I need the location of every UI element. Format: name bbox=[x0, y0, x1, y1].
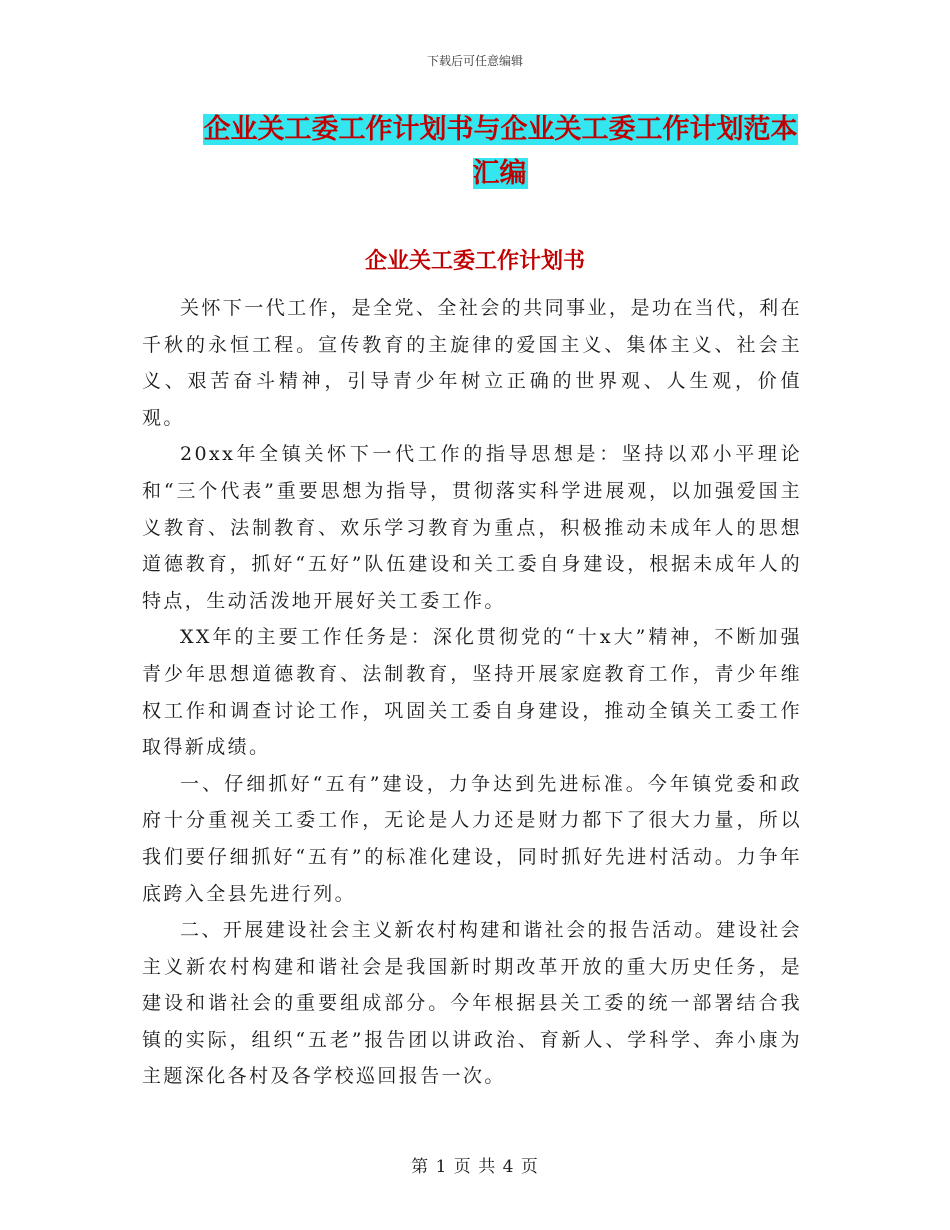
body-paragraph: 关怀下一代工作，是全党、全社会的共同事业，是功在当代，利在千秋的永恒工程。宣传教育的主旋律的爱国主义、集体主义、社会主义、艰苦奋斗精神，引导青少年树立正确的世界观、人生观，价值观。 bbox=[142, 297, 802, 429]
body-paragraph: 二、开展建设社会主义新农村构建和谐社会的报告活动。建设社会主义新农村构建和谐社会是我国新时期改革开放的重大历史任务，是建设和谐社会的重要组成部分。今年根据县关工委的统一部署结合我镇的实际，组织“五老”报告团以讲政治、育新人、学科学、奔小康为主题深化各村及各学校巡回报告一次。 bbox=[142, 919, 802, 1088]
section-title: 企业关工委工作计划书 bbox=[364, 248, 585, 274]
body-paragraph: 20xx年全镇关怀下一代工作的指导思想是：坚持以邓小平理论和“三个代表”重要思想为指导，贯彻落实科学进展观，以加强爱国主义教育、法制教育、欢乐学习教育为重点，积极推动未成年人的思想道德教育，抓好“五好”队伍建设和关工委自身建设，根据未成年人的特点，生动活泼地开展好关工委工作。 bbox=[142, 443, 802, 612]
page-number-footer: 第 1 页 共 4 页 bbox=[411, 1157, 539, 1177]
page-header-note: 下载后可任意编辑 bbox=[426, 54, 523, 68]
document-title bbox=[196, 108, 804, 196]
body-paragraph: XX年的主要工作任务是：深化贯彻党的“十x大”精神，不断加强青少年思想道德教育、法制教育，坚持开展家庭教育工作，青少年维权工作和调查讨论工作，巩固关工委自身建设，推动全镇关工委工作取得新成绩。 bbox=[142, 626, 802, 759]
body-paragraph: 一、仔细抓好“五有”建设，力争达到先进标准。今年镇党委和政府十分重视关工委工作，无论是人力还是财力都下了很大力量，所以我们要仔细抓好“五有”的标准化建设，同时抓好先进村活动。力争年底跨入全县先进行列。 bbox=[142, 772, 802, 905]
document-body bbox=[142, 290, 802, 1095]
document-title-text: 企业关工委工作计划书与企业关工委工作计划范本汇编 bbox=[203, 114, 798, 189]
